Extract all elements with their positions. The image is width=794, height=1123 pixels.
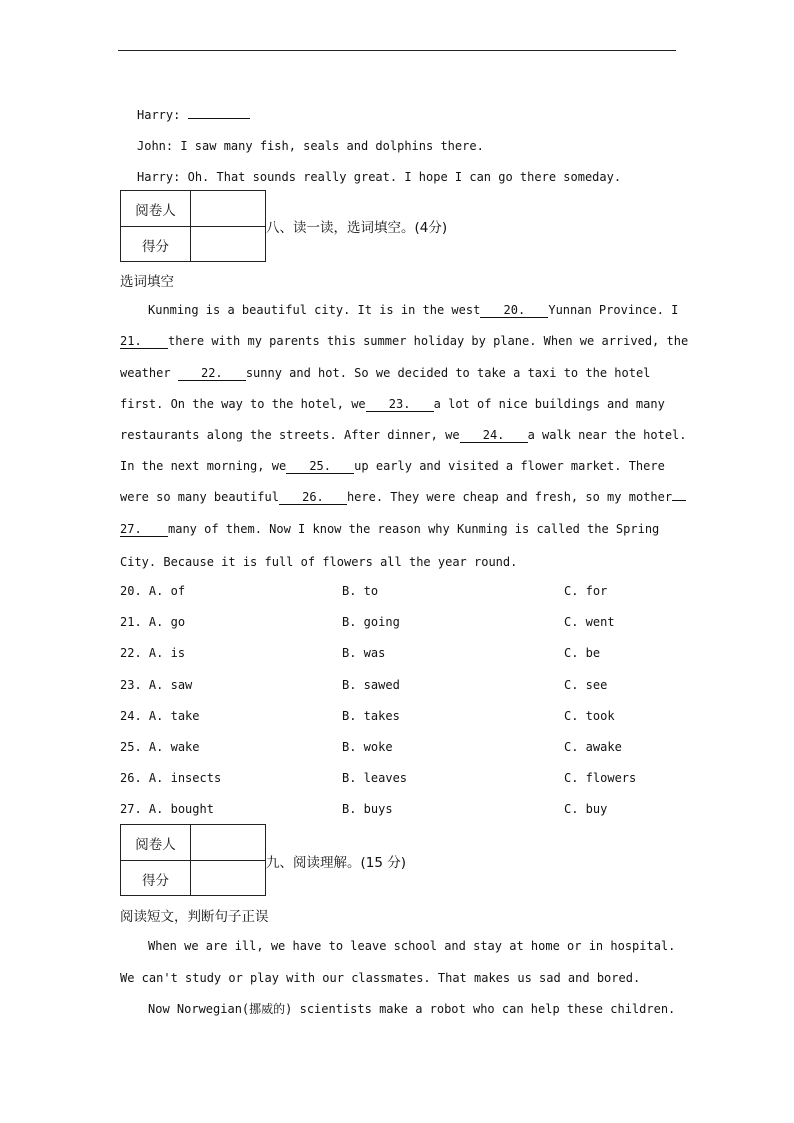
header-rule	[118, 50, 676, 51]
option-a[interactable]: 23. A. saw	[120, 678, 193, 692]
option-c[interactable]: C. see	[564, 678, 608, 692]
option-b[interactable]: B. woke	[342, 740, 393, 754]
reading-paragraph-line: We can't study or play with our classmates. That makes us sad and bored.	[120, 971, 641, 985]
speaker-label: Harry:	[137, 108, 181, 122]
reading-paragraph-line: Now Norwegian(挪威的) scientists make a robot who can help these children.	[148, 1002, 676, 1016]
option-b[interactable]: B. going	[342, 615, 400, 629]
option-a[interactable]: 20. A. of	[120, 584, 186, 598]
option-a[interactable]: 26. A. insects	[120, 771, 222, 785]
option-b[interactable]: B. sawed	[342, 678, 400, 692]
score-label: 得分	[121, 861, 191, 896]
option-a[interactable]: 22. A. is	[120, 646, 186, 660]
passage-line: 27. many of them. Now I know the reason why Kunming is called the Spring	[120, 522, 660, 536]
dialogue-line-john	[137, 139, 484, 153]
blank-23[interactable]: 23.	[366, 398, 434, 412]
option-c[interactable]: C. took	[564, 709, 615, 723]
section8-instruction: 选词填空	[120, 274, 174, 290]
grader-label: 阅卷人	[121, 825, 191, 860]
option-b[interactable]: B. leaves	[342, 771, 408, 785]
option-c[interactable]: C. awake	[564, 740, 622, 754]
score-table-section9	[120, 824, 266, 896]
option-a[interactable]: 21. A. go	[120, 615, 186, 629]
blank-21[interactable]: 21.	[120, 335, 168, 349]
option-b[interactable]: B. was	[342, 646, 386, 660]
passage-line: were so many beautiful 26. here. They were cheap and fresh, so my mother	[120, 490, 686, 505]
section8-title: 八、读一读，选词填空。(4分)	[266, 220, 448, 236]
speaker-label: John:	[137, 139, 174, 153]
passage-line: weather 22. sunny and hot. So we decided to take a taxi to the hotel	[120, 366, 651, 380]
option-c[interactable]: C. buy	[564, 802, 608, 816]
dialogue-text: I saw many fish, seals and dolphins there.	[180, 139, 484, 153]
passage-line: first. On the way to the hotel, we 23. a lot of nice buildings and many	[120, 397, 665, 411]
section9-instruction: 阅读短文，判断句子正误	[120, 909, 269, 925]
passage-line: City. Because it is full of flowers all the year round.	[120, 555, 518, 569]
option-a[interactable]: 25. A. wake	[120, 740, 200, 754]
score-cell[interactable]	[191, 861, 265, 896]
option-c[interactable]: C. for	[564, 584, 608, 598]
section9-title: 九、阅读理解。(15 分)	[266, 855, 407, 871]
dialogue-text: Oh. That sounds really great. I hope I can go there someday.	[187, 170, 622, 184]
grader-cell[interactable]	[191, 191, 265, 226]
option-a[interactable]: 24. A. take	[120, 709, 200, 723]
answer-blank[interactable]	[188, 118, 250, 119]
option-c[interactable]: C. flowers	[564, 771, 637, 785]
blank-22[interactable]: 22.	[178, 367, 246, 381]
score-table-section8	[120, 190, 266, 262]
dialogue-line-harry-1	[137, 108, 250, 122]
blank-27-start	[672, 500, 686, 501]
passage-line: restaurants along the streets. After dinner, we 24. a walk near the hotel.	[120, 428, 687, 442]
passage-line: In the next morning, we 25. up early and visited a flower market. There	[120, 459, 665, 473]
passage-line: 21. there with my parents this summer holiday by plane. When we arrived, the	[120, 334, 689, 348]
passage-line: Kunming is a beautiful city. It is in the west 20. Yunnan Province. I	[148, 303, 679, 317]
blank-20[interactable]: 20.	[480, 304, 548, 318]
grader-cell[interactable]	[191, 825, 265, 860]
blank-27[interactable]: 27.	[120, 523, 168, 537]
option-b[interactable]: B. buys	[342, 802, 393, 816]
blank-25[interactable]: 25.	[286, 460, 354, 474]
option-b[interactable]: B. takes	[342, 709, 400, 723]
grader-label: 阅卷人	[121, 191, 191, 226]
score-label: 得分	[121, 227, 191, 262]
option-b[interactable]: B. to	[342, 584, 379, 598]
blank-26[interactable]: 26.	[279, 491, 347, 505]
option-c[interactable]: C. went	[564, 615, 615, 629]
reading-paragraph-line: When we are ill, we have to leave school and stay at home or in hospital.	[148, 939, 676, 953]
speaker-label: Harry:	[137, 170, 181, 184]
option-a[interactable]: 27. A. bought	[120, 802, 214, 816]
option-c[interactable]: C. be	[564, 646, 601, 660]
score-cell[interactable]	[191, 227, 265, 262]
dialogue-line-harry-2	[137, 170, 621, 184]
blank-24[interactable]: 24.	[460, 429, 528, 443]
